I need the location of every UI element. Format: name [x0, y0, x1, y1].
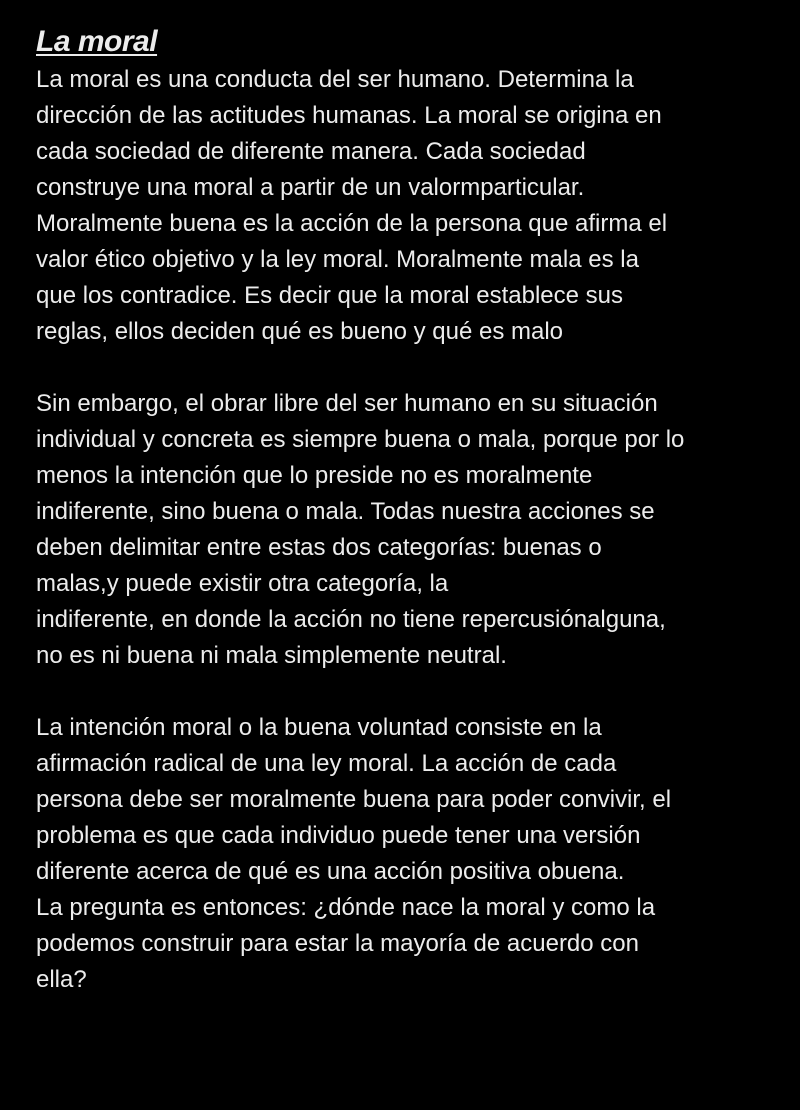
paragraph-line: Sin embargo, el obrar libre del ser humano en su situación: [36, 390, 658, 417]
note-title: La moral: [36, 25, 158, 58]
paragraph-line: afirmación radical de una ley moral. La acción de cada: [36, 750, 617, 777]
paragraph-line: ella?: [36, 966, 87, 993]
note-body: [36, 22, 776, 998]
paragraph-line: valor ético objetivo y la ley moral. Moralmente mala es la: [36, 246, 639, 273]
paragraph-line: menos la intención que lo preside no es moralmente: [36, 462, 593, 489]
paragraph-line: individual y concreta es siempre buena o mala, porque por lo: [36, 426, 685, 453]
paragraph-3: [36, 710, 776, 998]
paragraph-line: reglas, ellos deciden qué es bueno y qué es malo: [36, 318, 564, 345]
paragraph-2: [36, 386, 776, 674]
paragraph-line: diferente acerca de qué es una acción positiva obuena.: [36, 858, 625, 885]
paragraph-spacer: [36, 350, 776, 386]
paragraph-line: cada sociedad de diferente manera. Cada sociedad: [36, 138, 586, 165]
paragraph-1: [36, 62, 776, 350]
paragraph-line: persona debe ser moralmente buena para poder convivir, el: [36, 786, 672, 813]
paragraph-line: malas,y puede existir otra categoría, la: [36, 570, 449, 597]
paragraph-line: deben delimitar entre estas dos categorías: buenas o: [36, 534, 602, 561]
paragraph-line: La intención moral o la buena voluntad consiste en la: [36, 714, 602, 741]
paragraph-line: La pregunta es entonces: ¿dónde nace la moral y como la: [36, 894, 656, 921]
paragraph-line: podemos construir para estar la mayoría de acuerdo con: [36, 930, 639, 957]
paragraph-line: indiferente, en donde la acción no tiene repercusiónalguna,: [36, 606, 666, 633]
paragraph-line: no es ni buena ni mala simplemente neutral.: [36, 642, 507, 669]
paragraph-line: La moral es una conducta del ser humano. Determina la: [36, 66, 634, 93]
paragraph-line: construye una moral a partir de un valormparticular.: [36, 174, 585, 201]
paragraph-spacer: [36, 674, 776, 710]
paragraph-line: dirección de las actitudes humanas. La moral se origina en: [36, 102, 662, 129]
paragraph-line: indiferente, sino buena o mala. Todas nuestra acciones se: [36, 498, 655, 525]
paragraph-line: que los contradice. Es decir que la moral establece sus: [36, 282, 623, 309]
paragraph-line: Moralmente buena es la acción de la persona que afirma el: [36, 210, 668, 237]
paragraph-line: problema es que cada individuo puede tener una versión: [36, 822, 641, 849]
